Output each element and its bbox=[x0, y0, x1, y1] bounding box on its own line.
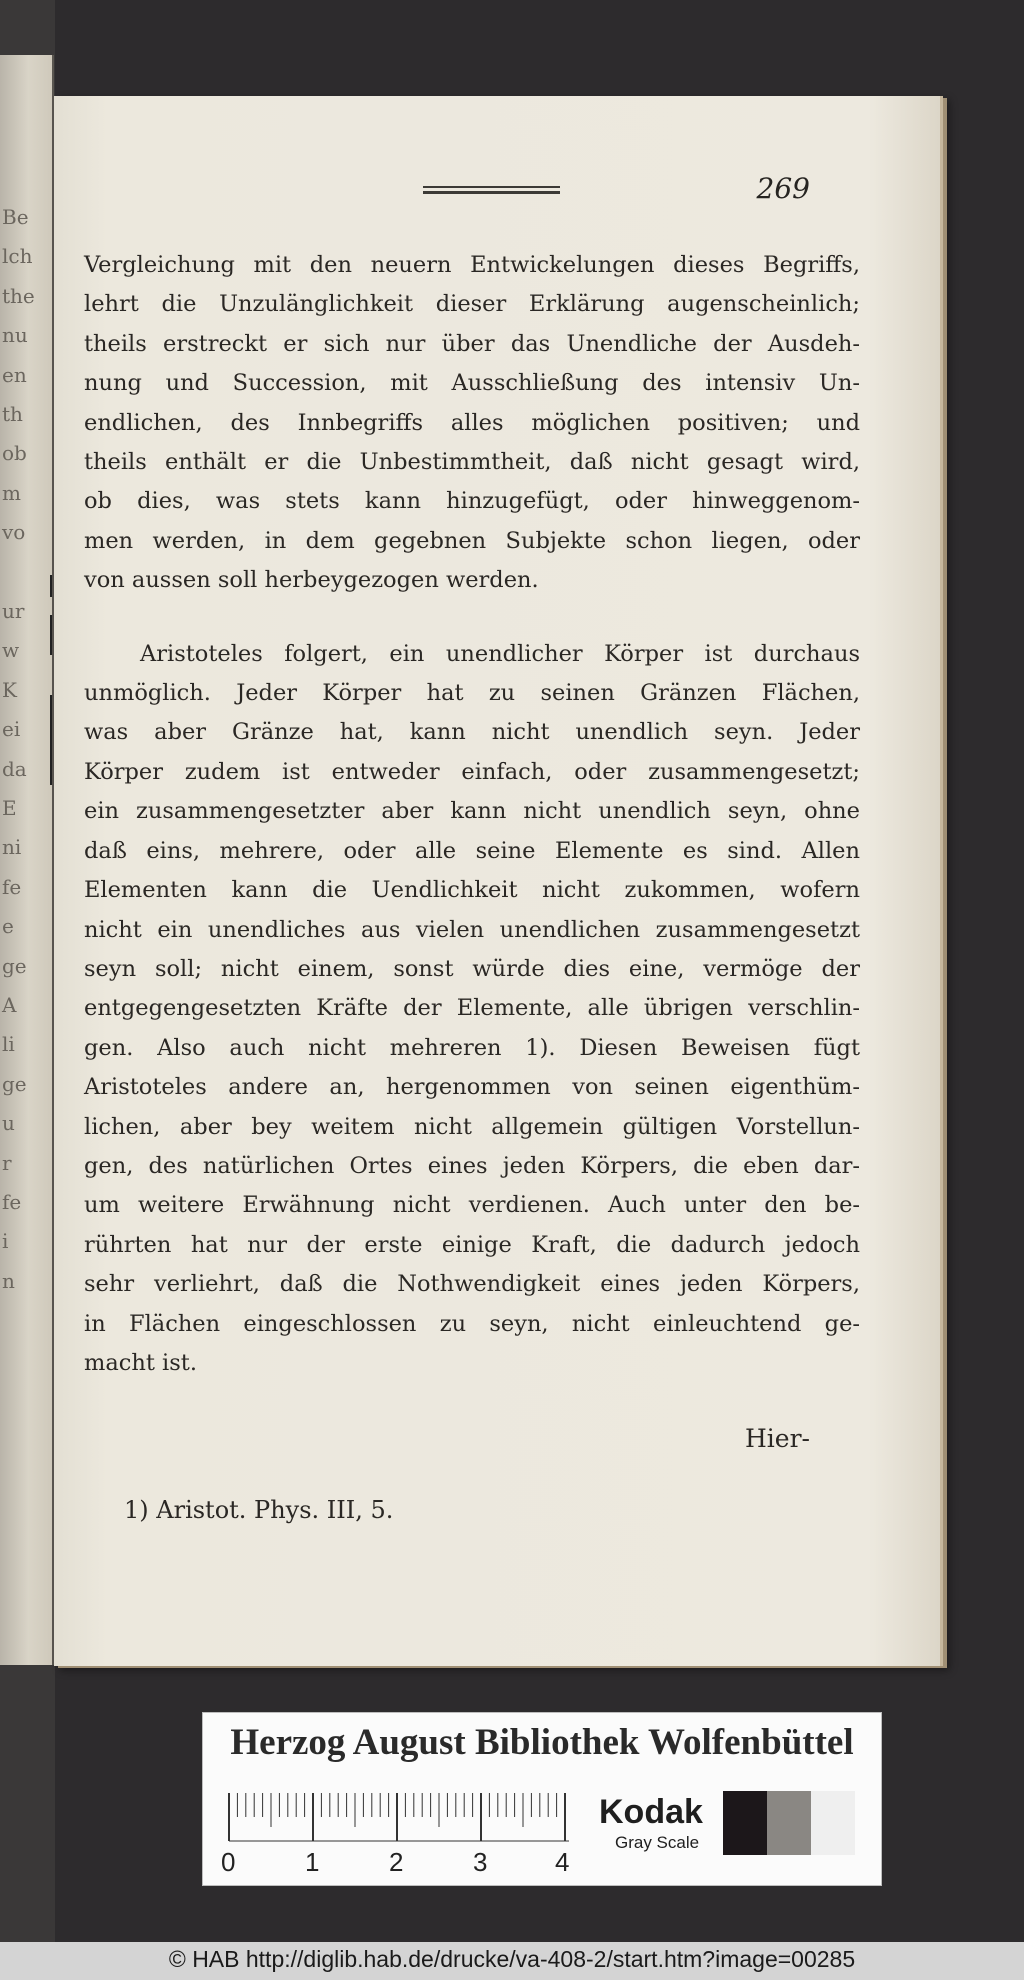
previous-page-fragment: E bbox=[2, 796, 17, 820]
previous-page-fragment: r bbox=[2, 1150, 12, 1175]
previous-page-fragment: i bbox=[2, 1229, 9, 1254]
text-line: seyn soll; nicht einem, sonst würde dies eine, vermöge der bbox=[84, 955, 860, 982]
text-line: gen, des natürlichen Ortes eines jeden Körpers, die eben dar- bbox=[84, 1152, 860, 1179]
previous-page-fragment: m bbox=[2, 480, 21, 505]
library-title: Herzog August Bibliothek Wolfenbüttel bbox=[230, 1722, 854, 1763]
text-line: unmöglich. Jeder Körper hat zu seinen Gränzen Flächen, bbox=[84, 680, 860, 707]
library-color-bar bbox=[202, 1712, 882, 1886]
text-line: Vergleichung mit den neuern Entwickelungen dieses Begriffs, bbox=[84, 252, 860, 278]
ruler-number: 2 bbox=[389, 1847, 404, 1877]
text-line: endlichen, des Innbegriffs alles möglichen positiven; und bbox=[84, 409, 860, 436]
previous-page-fragment: fe bbox=[2, 1190, 22, 1214]
text-line: Aristoteles andere an, hergenommen von seinen eigenthüm- bbox=[84, 1074, 860, 1101]
text-line: ob dies, was stets kann hinzugefügt, oder hinweggenom- bbox=[84, 488, 860, 515]
footnote: 1) Aristot. Phys. III, 5. bbox=[124, 1496, 394, 1524]
previous-page-fragment: w bbox=[2, 638, 20, 663]
gray-swatches bbox=[723, 1791, 855, 1855]
previous-page-fragment: A bbox=[2, 993, 17, 1017]
text-line: nung und Succession, mit Ausschließung des intensiv Un- bbox=[84, 370, 860, 397]
previous-page-fragment: ni bbox=[2, 835, 22, 860]
previous-page-fragment: e bbox=[2, 914, 14, 939]
gray-scale-label: Gray Scale bbox=[615, 1833, 700, 1852]
page-marker bbox=[50, 615, 52, 655]
ruler-number: 0 bbox=[221, 1847, 236, 1877]
text-line: daß eins, mehrere, oder alle seine Elemente es sind. Allen bbox=[84, 837, 860, 864]
previous-page-fragment: ei bbox=[2, 717, 21, 742]
text-line: ein zusammengesetzter aber kann nicht unendlich seyn, ohne bbox=[84, 798, 860, 825]
previous-page-fragment: ge bbox=[2, 1071, 27, 1096]
ruler-number: 4 bbox=[555, 1847, 570, 1877]
text-line: nicht ein unendliches aus vielen unendlichen zusammengesetzt bbox=[84, 916, 860, 943]
previous-page-fragment: K bbox=[2, 677, 17, 702]
previous-page-fragment: ob bbox=[2, 441, 27, 466]
ruler-number: 1 bbox=[305, 1847, 320, 1877]
text-line: theils erstreckt er sich nur über das Unendliche der Ausdeh- bbox=[84, 330, 860, 357]
ruler-number: 3 bbox=[473, 1847, 488, 1877]
text-line: in Flächen eingeschlossen zu seyn, nicht einleuchtend ge- bbox=[84, 1310, 860, 1337]
text-line: theils enthält er die Unbestimmtheit, daß nicht gesagt wird, bbox=[84, 449, 860, 476]
text-line: Aristoteles folgert, ein unendlicher Körper ist durchaus bbox=[140, 640, 860, 667]
previous-page-fragment: u bbox=[2, 1111, 15, 1136]
body-text bbox=[84, 246, 860, 1383]
previous-page-fragment: Be bbox=[2, 205, 29, 229]
previous-page-fragment: en bbox=[2, 362, 27, 387]
header-rule bbox=[423, 186, 560, 194]
text-line: lichen, aber bey weitem nicht allgemein gültigen Vorstellun- bbox=[84, 1113, 860, 1140]
previous-page-fragment: th bbox=[2, 402, 23, 426]
page-number: 269 bbox=[756, 172, 810, 205]
text-line: macht ist. bbox=[84, 1349, 197, 1376]
previous-page-fragment: the bbox=[2, 283, 35, 308]
gray-swatch bbox=[723, 1791, 767, 1855]
text-line: entgegengesetzten Kräfte der Elemente, alle übrigen verschlin- bbox=[84, 995, 860, 1022]
kodak-logo: Kodak bbox=[599, 1793, 703, 1831]
copyright-caption: © HAB http://diglib.hab.de/drucke/va-408-2/start.htm?image=00285 bbox=[168, 1946, 856, 1972]
page-marker bbox=[50, 575, 52, 597]
paragraph bbox=[84, 246, 860, 601]
previous-page-fragment: da bbox=[2, 756, 27, 781]
catchword: Hier- bbox=[745, 1424, 810, 1453]
text-line: Körper zudem ist entweder einfach, oder zusammengesetzt; bbox=[84, 758, 860, 785]
scale-ruler bbox=[221, 1793, 577, 1883]
text-line: men werden, in dem gegebnen Subjekte schon liegen, oder bbox=[84, 527, 860, 554]
previous-page-fragment: ur bbox=[2, 599, 25, 623]
page-marker bbox=[50, 695, 52, 785]
book-page bbox=[54, 96, 943, 1666]
text-line: von aussen soll herbeygezogen werden. bbox=[84, 567, 539, 594]
previous-page-fragment: fe bbox=[2, 874, 22, 899]
previous-page-fragment: li bbox=[2, 1032, 15, 1057]
gray-swatch bbox=[811, 1791, 855, 1855]
text-line: um weitere Erwähnung nicht verdienen. Auch unter den be- bbox=[84, 1192, 860, 1219]
text-line: gen. Also auch nicht mehreren 1). Diesen Beweisen fügt bbox=[84, 1034, 860, 1061]
text-line: sehr verliehrt, daß die Nothwendigkeit eines jeden Körpers, bbox=[84, 1271, 860, 1298]
previous-page-fragment: nu bbox=[2, 323, 28, 348]
previous-page-fragment: lch bbox=[2, 244, 33, 269]
previous-page-fragment: vo bbox=[2, 520, 26, 545]
gray-swatch bbox=[767, 1791, 811, 1855]
previous-page-fragment: n bbox=[2, 1268, 15, 1293]
text-line: was aber Gränze hat, kann nicht unendlich seyn. Jeder bbox=[84, 719, 860, 746]
text-line: lehrt die Unzulänglichkeit dieser Erklärung augenscheinlich; bbox=[84, 291, 860, 318]
text-line: rührten hat nur der erste einige Kraft, die dadurch jedoch bbox=[84, 1231, 860, 1258]
paragraph bbox=[84, 635, 860, 1384]
previous-page-fragment: ge bbox=[2, 953, 27, 978]
text-line: Elementen kann die Uendlichkeit nicht zukommen, wofern bbox=[84, 877, 860, 904]
previous-page-edge bbox=[0, 55, 54, 1665]
